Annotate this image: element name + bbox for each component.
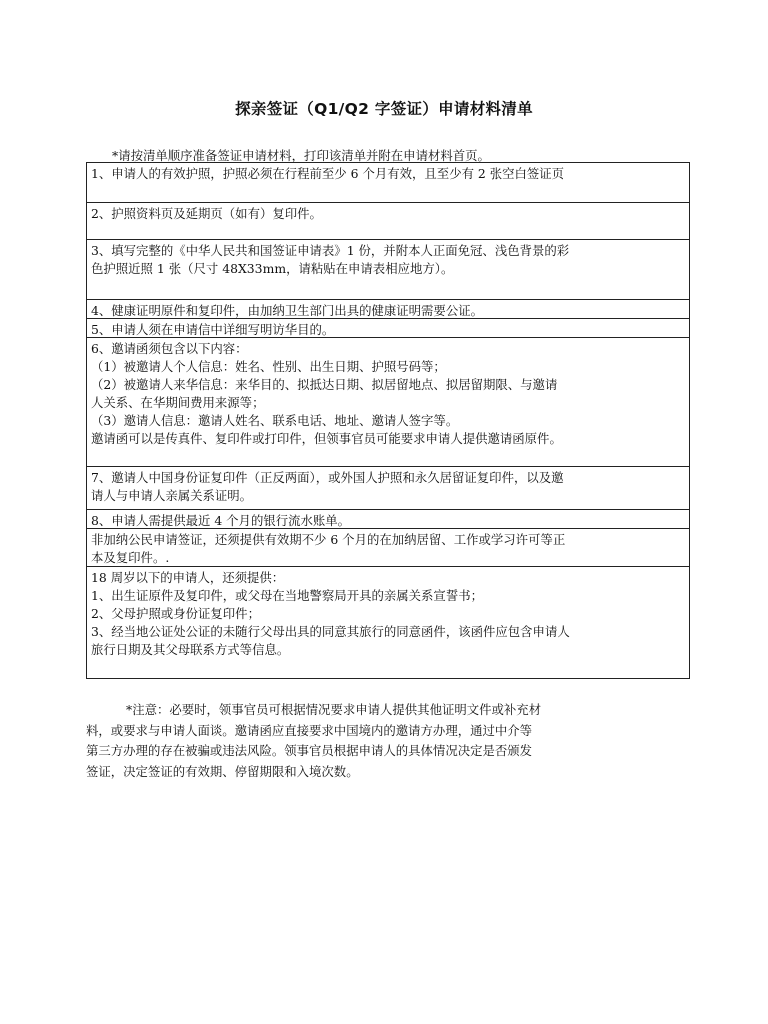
row-text: 5、申请人须在申请信中详细写明访华目的。 <box>91 322 335 337</box>
note-line: 第三方办理的存在被骗或违法风险。领事官员根据申请人的具体情况决定是否颁发 <box>86 743 533 758</box>
table-row-minor-applicant <box>87 566 689 678</box>
row-text: 旅行日期及其父母联系方式等信息。 <box>91 642 290 657</box>
row-text: 色护照近照 1 张（尺寸 48X33mm，请粘贴在申请表相应地方）。 <box>91 261 454 276</box>
row-text: 1、出生证原件及复印件，或父母在当地警察局开具的亲属关系宣誓书； <box>91 588 483 603</box>
table-row-invitation-letter <box>87 337 689 466</box>
row-text: 1、申请人的有效护照，护照必须在行程前至少 6 个月有效，且至少有 2 张空白签证页 <box>91 166 565 181</box>
table-row-health-certificate <box>87 299 689 318</box>
row-text: 7、邀请人中国身份证复印件（正反两面），或外国人护照和永久居留证复印件，以及邀 <box>91 470 564 485</box>
row-text: （2）被邀请人来华信息：来华目的、拟抵达日期、拟居留地点、拟居留期限、与邀请 <box>91 377 558 392</box>
page-title: 探亲签证（Q1/Q2 字签证）申请材料清单 <box>235 100 533 118</box>
table-row-non-citizen <box>87 528 689 566</box>
row-text: （3）邀请人信息：邀请人姓名、联系电话、地址、邀请人签字等。 <box>91 413 459 428</box>
table-row-bank-statement <box>87 509 689 528</box>
table-row-inviter-id <box>87 466 689 509</box>
row-text: 6、邀请函须包含以下内容： <box>91 341 248 356</box>
table-row-application-form <box>87 239 689 299</box>
row-text: 请人与申请人亲属关系证明。 <box>91 488 253 503</box>
notes-paragraph <box>86 700 676 782</box>
row-text: 4、健康证明原件和复印件，由加纳卫生部门出具的健康证明需要公证。 <box>91 303 483 318</box>
row-text: 邀请函可以是传真件、复印件或打印件，但领事官员可能要求申请人提供邀请函原件。 <box>91 431 562 446</box>
row-text: 2、父母护照或身份证复印件； <box>91 606 260 621</box>
row-text: 非加纳公民申请签证，还须提供有效期不少 6 个月的在加纳居留、工作或学习许可等正 <box>91 532 566 547</box>
note-line: 料，或要求与申请人面谈。邀请函应直接要求中国境内的邀请方办理，通过中介等 <box>86 722 533 738</box>
row-text: 3、经当地公证处公证的未随行父母出具的同意其旅行的同意函件，该函件应包含申请人 <box>91 624 570 639</box>
row-text: 2、护照资料页及延期页（如有）复印件。 <box>91 206 322 221</box>
intro-text: *请按清单顺序准备签证申请材料，打印该清单并附在申请材料首页。 <box>112 148 490 163</box>
row-text: 本及复印件。. <box>91 550 170 565</box>
table-row-purpose-letter <box>87 318 689 337</box>
row-text: 人关系、在华期间费用来源等； <box>91 395 265 410</box>
note-line: 签证，决定签证的有效期、停留期限和入境次数。 <box>86 763 359 779</box>
note-line: *注意：必要时，领事官员可根据情况要求申请人提供其他证明文件或补充材 <box>126 702 542 717</box>
materials-table <box>86 162 690 679</box>
table-row-passport <box>87 163 689 202</box>
row-text: 3、填写完整的《中华人民共和国签证申请表》1 份，并附本人正面免冠、浅色背景的彩 <box>91 243 570 258</box>
row-text: 18 周岁以下的申请人，还须提供： <box>91 570 285 585</box>
table-row-passport-copy <box>87 202 689 239</box>
row-text: （1）被邀请人个人信息：姓名、性别、出生日期、护照号码等； <box>91 359 446 374</box>
row-text: 8、申请人需提供最近 4 个月的银行流水账单。 <box>91 513 351 528</box>
